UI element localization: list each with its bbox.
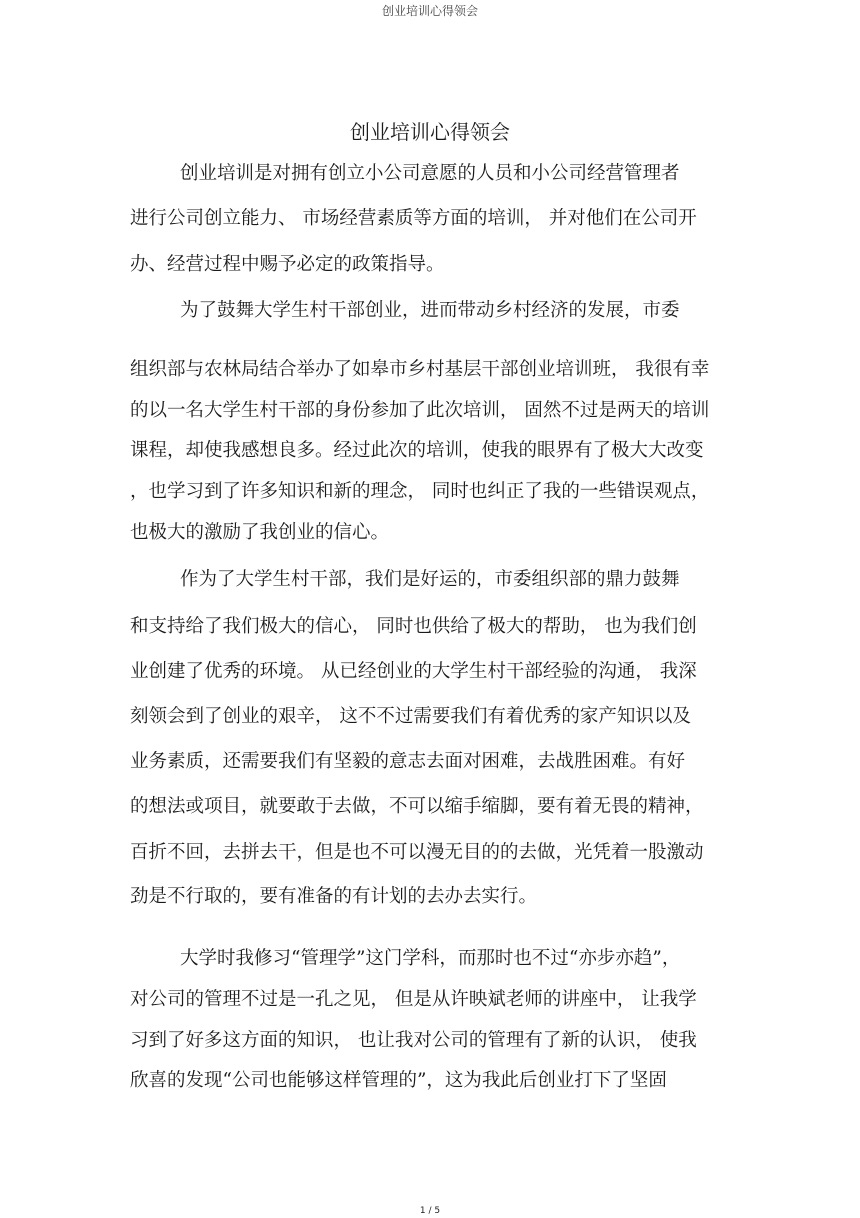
- paragraph-first-line: 作为了大学生村干部，我们是好运的，市委组织部的鼎力鼓舞: [180, 569, 680, 590]
- paragraph-line: 进行公司创立能力、 市场经营素质等方面的培训， 并对他们在公司开: [130, 208, 697, 229]
- paragraph-line: 对公司的管理不过是一孔之见， 但是从许映斌老师的讲座中， 让我学: [130, 989, 697, 1010]
- paragraph-line: ，也学习到了许多知识和新的理念， 同时也纠正了我的一些错误观点，: [130, 481, 710, 502]
- paragraph-line: 办、经营过程中赐予必定的政策指导。: [130, 254, 445, 275]
- paragraph-line: 和支持给了我们极大的信心， 同时也供给了极大的帮助， 也为我们创: [130, 616, 697, 637]
- page-indicator: 1 / 5: [419, 1206, 441, 1216]
- paragraph-first-line: 创业培训是对拥有创立小公司意愿的人员和小公司经营管理者: [180, 163, 680, 184]
- paragraph-line: 课程，却使我感想良多。经过此次的培训，使我的眼界有了极大大改变: [130, 440, 704, 461]
- paragraph-line: 百折不回，去拼去干，但是也不可以漫无目的的去做，光凭着一股激动: [130, 842, 704, 863]
- paragraph-first-line: 大学时我修习“管理学”这门学科，而那时也不过“亦步亦趋”，: [180, 948, 681, 969]
- paragraph-line: 的想法或项目，就要敢于去做，不可以缩手缩脚，要有着无畏的精神，: [130, 796, 704, 817]
- paragraph-line: 欣喜的发现“公司也能够这样管理的”，这为我此后创业打下了坚固: [130, 1070, 667, 1091]
- paragraph-line: 习到了好多这方面的知识， 也让我对公司的管理有了新的认识， 使我: [130, 1030, 697, 1051]
- paragraph-first-line: 为了鼓舞大学生村干部创业，进而带动乡村经济的发展，市委: [180, 300, 680, 321]
- paragraph-line: 劲是不行取的，要有准备的有计划的去办去实行。: [130, 886, 538, 907]
- running-header: 创业培训心得领会: [381, 4, 478, 18]
- paragraph-line: 也极大的激励了我创业的信心。: [130, 522, 390, 543]
- paragraph-line: 业务素质，还需要我们有坚毅的意志去面对困难，去战胜困难。有好: [130, 751, 686, 772]
- paragraph-line: 业创建了优秀的环境。 从已经创业的大学生村干部经验的沟通， 我深: [130, 661, 697, 682]
- paragraph-line: 组织部与农林局结合举办了如皋市乡村基层干部创业培训班， 我很有幸: [130, 359, 710, 380]
- paragraph-line: 的以一名大学生村干部的身份参加了此次培训， 固然不过是两天的培训: [130, 400, 710, 421]
- document-title: 创业培训心得领会: [350, 120, 510, 144]
- paragraph-line: 刻领会到了创业的艰辛， 这不不过需要我们有着优秀的家产知识以及: [130, 706, 691, 727]
